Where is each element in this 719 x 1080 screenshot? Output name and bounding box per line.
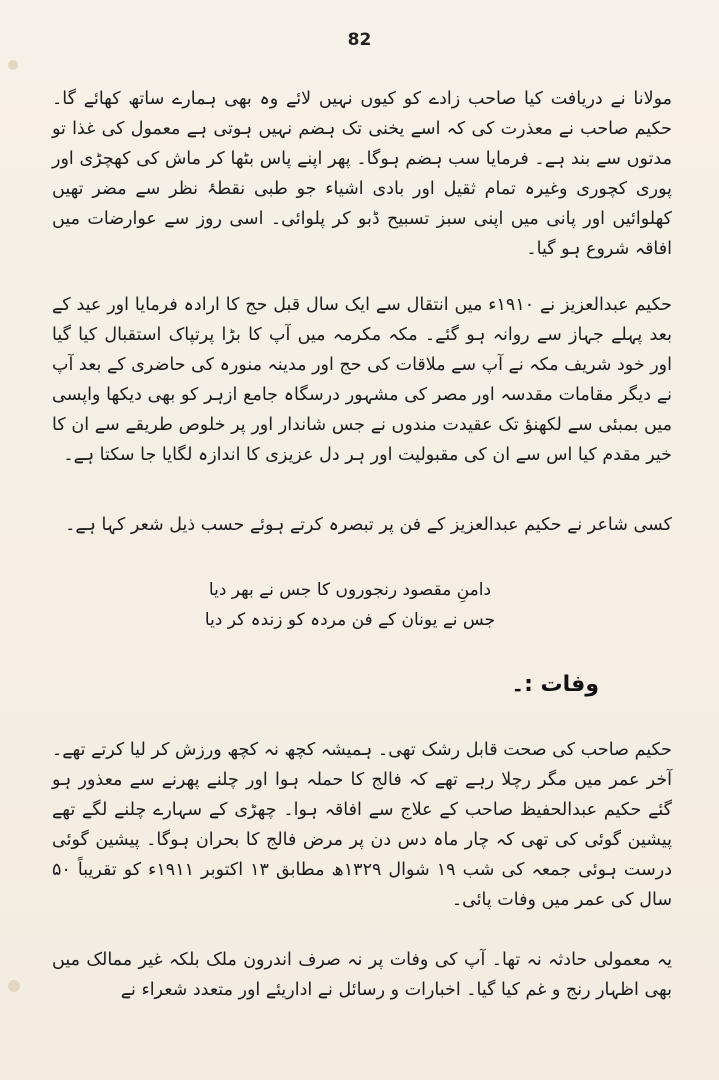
section-heading: وفات :۔ xyxy=(511,672,599,697)
paper-stain xyxy=(8,60,18,70)
poem-intro: کسی شاعر نے حکیم عبدالعزیز کے فن پر تبصرہ کرتے ہوئے حسب ذیل شعر کہا ہے۔ xyxy=(65,515,672,535)
paragraph-3: حکیم صاحب کی صحت قابل رشک تھی۔ ہمیشہ کچھ نہ کچھ ورزش کر لیا کرتے تھے۔ آخر عمر میں مگر رچلا رہے تھے کہ فالج کا حملہ ہوا اور چلنے پھرنے سے معذور ہو گئے حکیم عبدالحفیظ صاحب کے علاج سے افاقہ ہوا۔ چھڑی کے سہارے چلنے لگے تھے پیشین گوئی کی تھی کہ چار ماہ دس دن پر مرض فالج کا بحران ہوگا۔ پیشین گوئی درست ہوئی جمعہ کی شب ۱۹ شوال ۱۳۲۹ھ مطابق ۱۳ اکتوبر ۱۹۱۱ء کو تقریباً ۵۰ سال کی عمر میں وفات پائی۔ xyxy=(52,740,672,910)
poem-line-2: جس نے یونان کے فن مردہ کو زندہ کر دیا xyxy=(204,610,496,630)
paragraph-1: مولانا نے دریافت کیا صاحب زادے کو کیوں نہیں لائے وہ بھی ہمارے ساتھ کھائے گا۔ حکیم صاحب نے معذرت کی کہ اسے یخنی تک ہضم نہیں ہوتی ہے معمول کی غذا تو مدتوں سے بند ہے۔ فرمایا سب ہضم ہوگا۔ پھر اپنے پاس بٹھا کر ماش کی کھچڑی اور پوری کچوری وغیرہ تمام ثقیل اور بادی اشیاء جو طبی نقطۂ نظر سے مضر تھیں کھلوائیں اور پانی میں اپنی سبز تسبیح ڈبو کر پلوائی۔ اسی روز سے عوارضات میں افاقہ شروع ہو گیا۔ xyxy=(52,89,672,259)
paragraph-4: یہ معمولی حادثہ نہ تھا۔ آپ کی وفات پر نہ صرف اندرون ملک بلکہ غیر ممالک میں بھی اظہار رنج و غم کیا گیا۔ اخبارات و رسائل نے اداریئے اور متعدد شعراء نے xyxy=(52,950,672,1000)
paragraph-2: حکیم عبدالعزیز نے ۱۹۱۰ء میں انتقال سے ایک سال قبل حج کا ارادہ فرمایا اور عید کے بعد پہلے جہاز سے روانہ ہو گئے۔ مکہ مکرمہ میں آپ کا بڑا پرتپاک استقبال کیا گیا اور خود شریف مکہ نے آپ سے ملاقات کی حج اور مدینہ منورہ کی حاضری کے بعد آپ نے دیگر مقامات مقدسہ اور مصر کی مشہور درسگاہ جامع ازہر کو بھی دیکھا واپسی میں بمبئی سے لکھنؤ تک عقیدت مندوں نے جس شاندار اور پر خلوص طریقے سے ان کا خیر مقدم کیا اس سے ان کی مقبولیت اور ہر دل عزیزی کا اندازہ لگایا جا سکتا ہے۔ xyxy=(52,295,672,465)
poem-line-1: دامنِ مقصود رنجوروں کا جس نے بھر دیا xyxy=(208,580,492,600)
poem xyxy=(150,575,550,635)
paper-stain xyxy=(8,980,20,992)
page-number: 82 xyxy=(347,30,372,50)
